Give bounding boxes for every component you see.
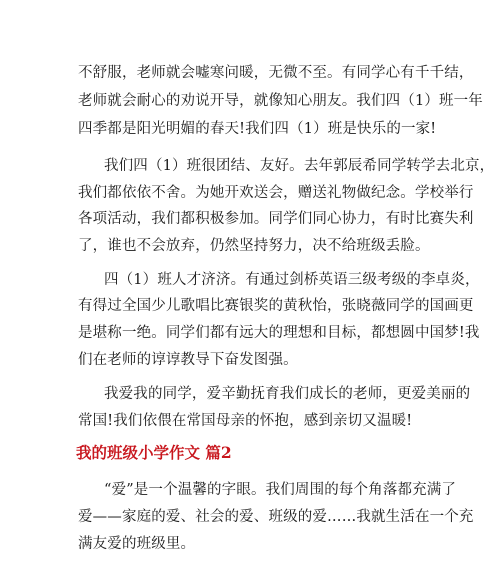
text-line: 们在老师的谆谆教导下奋发图强。 bbox=[78, 352, 298, 368]
text-line: 我们都依依不舍。为她开欢送会，赠送礼物做纪念。学校举行 bbox=[78, 185, 474, 201]
text-line: 我爱我的同学，爱辛勤抚育我们成长的老师，更爱美丽的 bbox=[104, 386, 471, 402]
text-line: 四季都是阳光明媚的春天!我们四（1）班是快乐的一家! bbox=[78, 121, 437, 137]
text-line: 四（1）班人才济济。有通过剑桥英语三级考级的李卓炎， bbox=[104, 272, 480, 288]
section-heading: 我的班级小学作文 篇2 bbox=[76, 443, 232, 462]
text-line: 爱——家庭的爱、社会的爱、班级的爱……我就生活在一个充 bbox=[78, 509, 474, 525]
text-line: 是堪称一绝。同学们都有远大的理想和目标，都想圆中国梦!我 bbox=[78, 325, 480, 341]
text-line: 了，谁也不会放弃，仍然坚持努力，决不给班级丢脸。 bbox=[78, 238, 430, 254]
text-line: 不舒服，老师就会嘘寒问暖，无微不至。有同学心有千千结， bbox=[78, 65, 474, 81]
text-line: “爱”是一个温馨的字眼。我们周围的每个角落都充满了 bbox=[104, 482, 457, 498]
text-line: 老师就会耐心的劝说开导，就像知心朋友。我们四（1）班一年 bbox=[78, 93, 483, 109]
text-line: 有得过全国少儿歌唱比赛银奖的黄秋怡，张晓薇同学的国画更 bbox=[78, 298, 474, 314]
text-line: 各项活动，我们都积极参加。同学们同心协力，有时比赛失利 bbox=[78, 211, 474, 227]
text-line: 满友爱的班级里。 bbox=[78, 536, 196, 552]
text-line: 常国!我们依偎在常国母亲的怀抱，感到亲切又温暖! bbox=[78, 413, 413, 429]
text-line: 我们四（1）班很团结、友好。去年郭辰希同学转学去北京， bbox=[104, 158, 495, 174]
